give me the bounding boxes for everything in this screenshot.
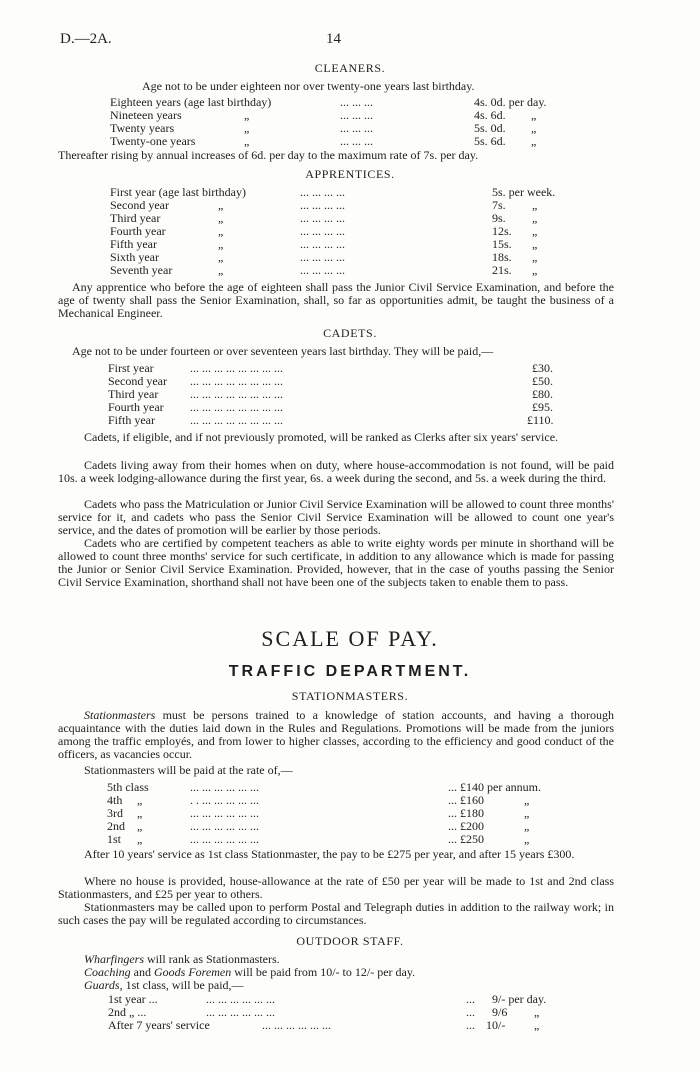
row-label: 2nd „ ... bbox=[108, 1005, 147, 1019]
guards-row bbox=[0, 1006, 700, 1019]
row-label: Second year bbox=[110, 198, 169, 212]
cadets-intro: Age not to be under fourteen or over seventeen years last birthday. They will be paid,— bbox=[72, 344, 494, 358]
row-unit: „ bbox=[524, 832, 530, 846]
wharfingers-text: will rank as Stationmasters. bbox=[144, 952, 280, 966]
stationmasters-heading: STATIONMASTERS. bbox=[291, 689, 409, 703]
row-dots: ... ... ... ... bbox=[300, 198, 345, 212]
row-dots: ... ... ... bbox=[340, 95, 373, 109]
stationmasters-row bbox=[0, 833, 700, 846]
wharfingers-italic: Wharfingers bbox=[84, 952, 144, 966]
row-dots: ... ... ... ... ... ... ... ... bbox=[190, 413, 283, 427]
stationmasters-para-1: After 10 years' service as 1st class Stationmaster, the pay to be £275 per year, and after 15 years £300. bbox=[84, 847, 575, 861]
row-value: 5s. 0d. bbox=[474, 121, 506, 135]
row-unit: „ bbox=[531, 134, 537, 148]
apprentices-row bbox=[0, 238, 700, 251]
apprentices-row bbox=[0, 251, 700, 264]
row-value: 9/6 bbox=[492, 1005, 508, 1019]
stationmasters-row bbox=[0, 794, 700, 807]
cadets-row bbox=[0, 388, 700, 401]
cadets-para-4: Cadets who are certified by competent teachers as able to write eighty words per minute in shorthand will be allowed to count three months' service for such certificate, in addition to any allowance which is made for passing the Junior or Senior Civil Service Examination. Provided, however, that in the case of youths passing the Senior Civil Service Examination, shorthand shall not have been one of the subjects taken to enable them to pass. bbox=[58, 536, 614, 589]
row-ditto: „ bbox=[137, 832, 143, 846]
row-value: ... £180 bbox=[448, 806, 484, 820]
coaching-italic: Coaching bbox=[84, 965, 131, 979]
row-class: 3rd bbox=[107, 806, 123, 820]
row-dots: ... ... ... ... ... ... bbox=[190, 806, 259, 820]
foremen-and: and bbox=[130, 965, 154, 979]
row-dots: ... ... ... bbox=[340, 134, 373, 148]
row-dots: ... ... ... ... ... ... bbox=[190, 780, 259, 794]
row-value: ... £200 bbox=[448, 819, 484, 833]
row-dots: ... ... ... ... ... ... bbox=[190, 832, 259, 846]
cadets-row bbox=[0, 375, 700, 388]
row-unit: „ bbox=[532, 211, 538, 225]
row-dots: ... ... ... ... bbox=[300, 237, 345, 251]
cadets-row bbox=[0, 362, 700, 375]
stationmasters-para-2: Where no house is provided, house-allowance at the rate of £50 per year will be made to 1st and 2nd class Stationmasters, and £25 per year to others. bbox=[58, 874, 614, 901]
row-value: 4s. 6d. bbox=[474, 108, 506, 122]
outdoor-staff-heading: OUTDOOR STAFF. bbox=[296, 934, 404, 948]
row-dots: ... ... ... ... ... ... bbox=[206, 992, 275, 1006]
row-value: 10/- bbox=[486, 1018, 506, 1032]
outdoor-line-guards bbox=[84, 979, 244, 992]
row-ditto: „ bbox=[218, 263, 224, 277]
row-value: £80. bbox=[532, 387, 553, 401]
row-label: Twenty-one years bbox=[110, 134, 196, 148]
row-ditto: „ bbox=[244, 121, 250, 135]
stationmasters-row bbox=[0, 807, 700, 820]
row-class: 2nd bbox=[107, 819, 125, 833]
row-class: 5th class bbox=[107, 780, 149, 794]
row-ditto: „ bbox=[218, 250, 224, 264]
row-ditto: „ bbox=[137, 793, 143, 807]
row-value: 5s. 6d. bbox=[474, 134, 506, 148]
row-label: Fourth year bbox=[108, 400, 164, 414]
row-dots: ... ... ... bbox=[340, 108, 373, 122]
row-value: 5s. per week. bbox=[492, 185, 556, 199]
row-label: Second year bbox=[108, 374, 167, 388]
guards-row bbox=[0, 1019, 700, 1032]
row-value: ... £250 bbox=[448, 832, 484, 846]
row-value: ... £140 per annum. bbox=[448, 780, 541, 794]
cleaners-after: Thereafter rising by annual increases of 6d. per day to the maximum rate of 7s. per day. bbox=[58, 148, 479, 162]
scale-of-pay-title: SCALE OF PAY. bbox=[261, 626, 439, 651]
row-unit: „ bbox=[524, 793, 530, 807]
apprentices-heading: APPRENTICES. bbox=[305, 167, 395, 181]
row-label: Seventh year bbox=[110, 263, 173, 277]
cleaners-row bbox=[0, 135, 700, 148]
row-value: 7s. bbox=[492, 198, 506, 212]
row-class: 1st bbox=[107, 832, 122, 846]
row-value: £30. bbox=[532, 361, 553, 375]
row-unit: „ bbox=[524, 806, 530, 820]
row-label: Third year bbox=[108, 387, 159, 401]
row-value: 21s. bbox=[492, 263, 512, 277]
row-label: Third year bbox=[110, 211, 161, 225]
row-dots: . . ... ... ... ... ... bbox=[190, 793, 259, 807]
apprentices-row bbox=[0, 186, 700, 199]
row-unit: „ bbox=[532, 263, 538, 277]
row-unit: „ bbox=[532, 224, 538, 238]
apprentices-row bbox=[0, 199, 700, 212]
row-dots: ... ... ... bbox=[340, 121, 373, 135]
row-ditto: „ bbox=[244, 134, 250, 148]
row-dots: ... ... ... ... bbox=[300, 224, 345, 238]
row-value: 15s. bbox=[492, 237, 512, 251]
row-ditto: „ bbox=[218, 224, 224, 238]
row-unit: „ bbox=[534, 1005, 540, 1019]
row-ditto: „ bbox=[218, 211, 224, 225]
row-label: Twenty years bbox=[110, 121, 175, 135]
department-title: TRAFFIC DEPARTMENT. bbox=[228, 663, 472, 680]
row-label: Fifth year bbox=[110, 237, 157, 251]
row-label: Nineteen years bbox=[110, 108, 182, 122]
row-ditto: „ bbox=[244, 108, 250, 122]
row-dots: ... ... ... ... ... ... ... ... bbox=[190, 387, 283, 401]
row-dots: ... ... ... ... bbox=[300, 211, 345, 225]
cleaners-intro: Age not to be under eighteen nor over twenty-one years last birthday. bbox=[142, 79, 475, 93]
row-dots: ... ... ... ... ... ... ... ... bbox=[190, 400, 283, 414]
row-unit: „ bbox=[532, 237, 538, 251]
row-dots: ... ... ... ... bbox=[300, 185, 345, 199]
page-number: 14 bbox=[326, 31, 341, 47]
cadets-para-1: Cadets, if eligible, and if not previously promoted, will be ranked as Clerks after six years' service. bbox=[84, 430, 559, 444]
row-dots: ... ... ... ... ... ... bbox=[206, 1005, 275, 1019]
apprentices-row bbox=[0, 225, 700, 238]
stationmasters-rate-line: Stationmasters will be paid at the rate of,— bbox=[84, 763, 293, 777]
row-class: 4th bbox=[107, 793, 123, 807]
stationmasters-row bbox=[0, 781, 700, 794]
row-unit: „ bbox=[524, 819, 530, 833]
row-dots-lead: ... bbox=[466, 1005, 475, 1019]
row-value: 9s. bbox=[492, 211, 506, 225]
cadets-para-3: Cadets who pass the Matriculation or Junior Civil Service Examination will be allowed to count three months' service for it, and cadets who pass the Senior Civil Service Examination will be allowed to count one year's service, and the dates of promotion will be earlier by those periods. bbox=[58, 497, 614, 537]
row-dots: ... ... ... ... ... ... bbox=[190, 819, 259, 833]
stationmasters-para-3: Stationmasters may be called upon to perform Postal and Telegraph duties in addition to the railway work; in such cases the pay will be regulated according to circumstances. bbox=[58, 900, 614, 927]
row-unit: „ bbox=[532, 198, 538, 212]
cadets-heading: CADETS. bbox=[323, 326, 377, 340]
cadets-row bbox=[0, 414, 700, 427]
row-label: First year (age last birthday) bbox=[110, 185, 246, 199]
row-value: £95. bbox=[532, 400, 553, 414]
apprentices-note: Any apprentice who before the age of eighteen shall pass the Junior Civil Service Examination, and before the age of twenty shall pass the Senior Examination, shall, so far as opportunities admit, be taught the business of a Mechanical Engineer. bbox=[58, 280, 614, 320]
stationmasters-italic: Stationmasters bbox=[84, 708, 156, 722]
row-label: First year bbox=[108, 361, 154, 375]
stationmasters-intro bbox=[58, 709, 614, 761]
row-unit: „ bbox=[534, 1018, 540, 1032]
row-label: Sixth year bbox=[110, 250, 159, 264]
row-value: 12s. bbox=[492, 224, 512, 238]
row-value: 9/- per day. bbox=[492, 992, 547, 1006]
stationmasters-row bbox=[0, 820, 700, 833]
row-dots: ... ... ... ... ... ... ... ... bbox=[190, 361, 283, 375]
row-dots-lead: ... bbox=[466, 992, 475, 1006]
row-label: Fourth year bbox=[110, 224, 166, 238]
row-label: After 7 years' service bbox=[108, 1018, 210, 1032]
guards-italic: Guards bbox=[84, 978, 120, 992]
cleaners-heading: CLEANERS. bbox=[314, 61, 386, 75]
row-value: 4s. 0d. per day. bbox=[474, 95, 547, 109]
row-unit: „ bbox=[532, 250, 538, 264]
document-reference: D.—2A. bbox=[60, 31, 112, 47]
row-unit: „ bbox=[531, 108, 537, 122]
row-dots-lead: ... bbox=[466, 1018, 475, 1032]
row-ditto: „ bbox=[218, 237, 224, 251]
row-label: Eighteen years (age last birthday) bbox=[110, 95, 272, 109]
row-dots: ... ... ... ... bbox=[300, 250, 345, 264]
cadets-row bbox=[0, 401, 700, 414]
row-ditto: „ bbox=[218, 198, 224, 212]
stationmasters-intro-text: must be persons trained to a knowledge of station accounts, and having a thorough acquaintance with the duties laid down in the Rules and Regulations. Promotions will be made from the juniors among the traffic employés, and from lower to higher classes, according to the efficiency and good conduct of the officers, as vacancies occur. bbox=[58, 708, 614, 761]
row-value: 18s. bbox=[492, 250, 512, 264]
row-value: ... £160 bbox=[448, 793, 484, 807]
cadets-para-2: Cadets living away from their homes when on duty, where house-accommodation is not found, will be paid 10s. a week lodging-allowance during the first year, 6s. a week during the second, and 5s. a week during the third. bbox=[58, 458, 614, 485]
row-unit: „ bbox=[531, 121, 537, 135]
apprentices-row bbox=[0, 212, 700, 225]
foremen-text: will be paid from 10/- to 12/- per day. bbox=[231, 965, 416, 979]
apprentices-row bbox=[0, 264, 700, 277]
row-label: Fifth year bbox=[108, 413, 155, 427]
guards-text: , 1st class, will be paid,— bbox=[119, 978, 244, 992]
row-ditto: „ bbox=[137, 806, 143, 820]
row-dots: ... ... ... ... ... ... ... ... bbox=[190, 374, 283, 388]
guards-row bbox=[0, 993, 700, 1006]
goods-foremen-italic: Goods Foremen bbox=[154, 965, 232, 979]
row-value: £50. bbox=[532, 374, 553, 388]
row-dots: ... ... ... ... ... ... bbox=[262, 1018, 331, 1032]
row-label: 1st year ... bbox=[108, 992, 158, 1006]
row-ditto: „ bbox=[137, 819, 143, 833]
row-dots: ... ... ... ... bbox=[300, 263, 345, 277]
row-value: £110. bbox=[527, 413, 554, 427]
